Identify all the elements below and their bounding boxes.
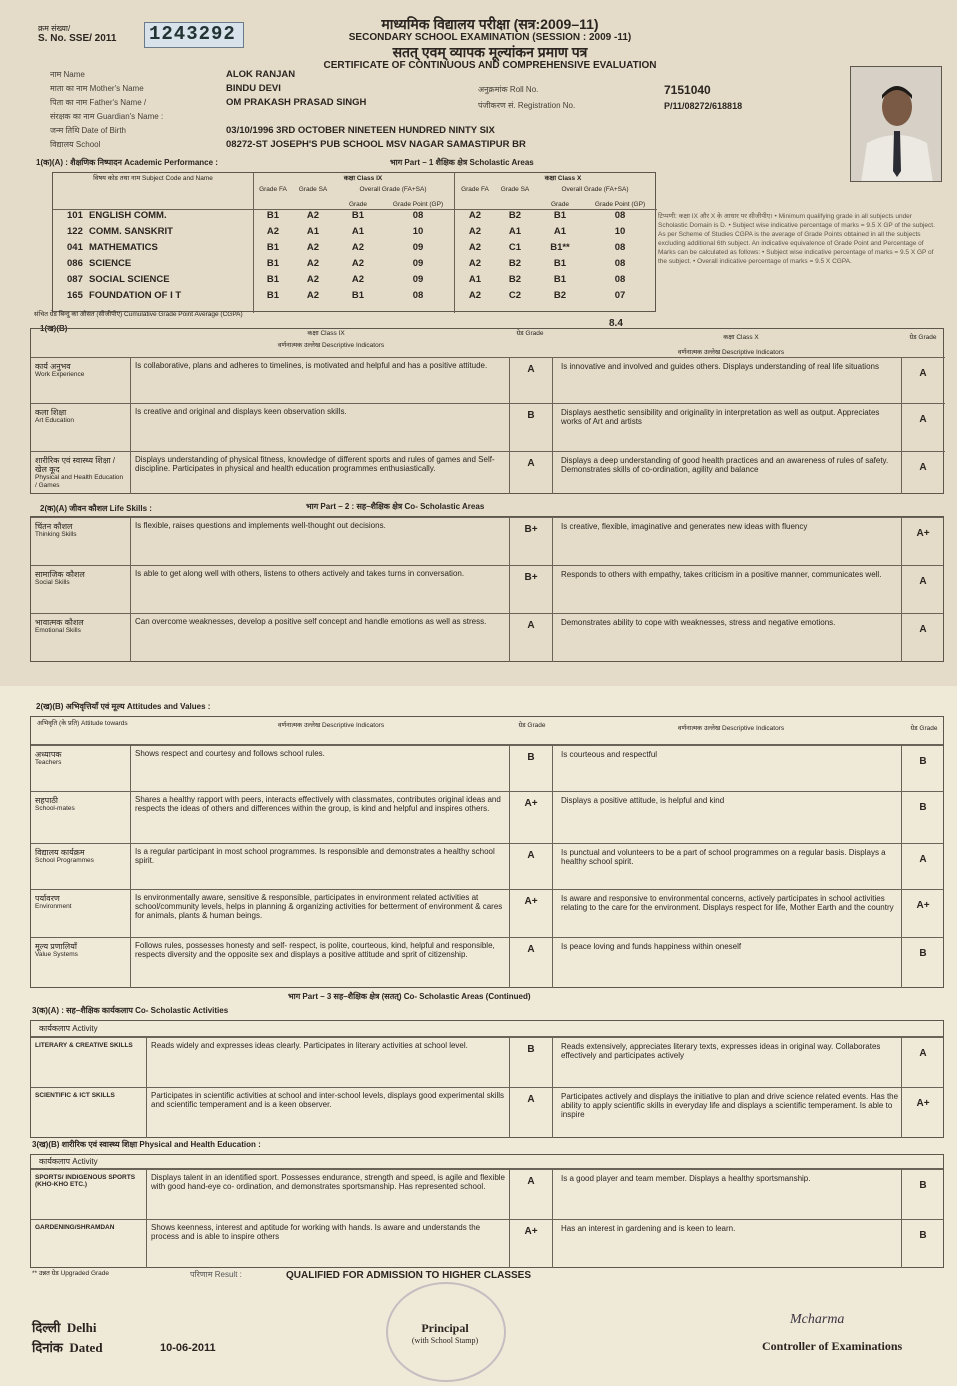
- upgraded-note: ** उन्नत ग्रेड Upgraded Grade: [32, 1270, 110, 1277]
- subject-cell: A1: [508, 226, 522, 237]
- row-label-english: Thinking Skills: [35, 531, 77, 539]
- class10-descriptor: Is creative, flexible, imaginative and generates new ideas with fluency: [561, 522, 808, 531]
- row-label-hindi: पर्यावरण: [35, 894, 60, 903]
- subject-cell: A1: [468, 274, 482, 285]
- class9-descriptor: Can overcome weaknesses, develop a positive self concept and handle emotions as well as stress.: [135, 617, 487, 626]
- class9-descriptor: Shares a healthy rapport with peers, interacts effectively with classmates, contributes original ideas and respects the ideas of others and differences within the group, is kind and helpful and inspires others.: [135, 795, 501, 814]
- attitudes-rows: [31, 745, 943, 987]
- row-label: [31, 1088, 147, 1138]
- desc-row: [31, 937, 943, 987]
- attitudes-table: अभिवृति (के प्रति) Attitude towards वर्णनात्मक उल्लेख Descriptive Indicators ग्रेड Grade वर्णनात्मक उल्लेख Descriptive Indicators ग्रेड Grade अध्यापक Teachers Shows respect and courtesy and follows school rules. B Is courteous and respectful B सहपाठी School-mates Shares a healthy rapport with peers, interacts effectively with classmates, contributes original ideas and respects the ideas of others and differences within the group, is kind and helpful and inspires others. A+ Displays a positive attitude, is helpful and kind B विद्यालय कार्यक्रम School Programmes Is a regular participant in most school programmes. Is responsible and demonstrates a healthy school spirit. A Is punctual and volunteers to be a part of school programmes on a regular basis. Displays a healthy school spirit. A पर्यावरण Environment Is environmentally aware, sensitive & responsible, participates in environment related activities at school/community levels, helps in planning & organizing activities for betterment of environment & cares for animals, plants & human beings. A+ Is aware and responsive to environmental concerns, actively participates in school activities relating to the care for the environment. Displays respect for life, Mother Earth and the country A+ मूल्य प्रणालियाँ Value Systems Follows rules, possesses honesty and self- respect, is polite, courteous, kind, helpful and responsible, respects diversity and the opposite sex and displays a positive attitude and sprit of citizenship. A Is peace loving and funds happiness within oneself B: [30, 716, 944, 988]
- part1-title: भाग Part – 1 शैक्षिक क्षेत्र Scholastic Areas: [390, 158, 534, 167]
- subject-cell: B1: [553, 210, 567, 221]
- class10-descriptor: Is courteous and respectful: [561, 750, 658, 759]
- subject-cell: 10: [614, 226, 626, 237]
- class10-grade: A: [901, 452, 944, 494]
- class9-grade: A+: [509, 1220, 553, 1268]
- class10-descriptor: Demonstrates ability to cope with weaknesses, stress and negative emotions.: [561, 618, 836, 627]
- subject-cell: B2: [508, 258, 522, 269]
- row-label-english: Work Experience: [35, 371, 85, 379]
- row-label: [31, 792, 131, 844]
- class9-grade: A+: [509, 792, 553, 844]
- row-label-text: GARDENING/SHRAMDAN: [35, 1224, 115, 1231]
- subject-cell: 101: [67, 210, 83, 221]
- row-label-english: School-mates: [35, 805, 75, 813]
- row-label-hindi: कार्य अनुभव: [35, 362, 71, 371]
- class9-descriptor: Displays talent in an identified sport. Possesses endurance, strength and speed, is agile and flexible with good hand-eye co- ordination, and demonstrates sportsmanship. Has represented school.: [151, 1173, 505, 1192]
- desc-row: [31, 357, 945, 403]
- subject-row: [53, 275, 657, 291]
- row-label-text: LITERARY & CREATIVE SKILLS: [35, 1042, 133, 1049]
- class10-descriptor: Reads extensively, appreciates literary texts, expresses ideas in original way. Collaborates effectively and participates actively: [561, 1042, 881, 1061]
- subject-cell: B2: [508, 210, 522, 221]
- part1b-rows: [31, 357, 945, 493]
- section-1a: 1(क)(A) : शैक्षणिक निष्पादन Academic Performance :: [36, 158, 218, 167]
- desc-row: [31, 745, 943, 791]
- phe-table: कार्यकलाप Activity SPORTS/ INDIGENOUS SPORTS (KHO-KHO ETC.) Displays talent in an identified sport. Possesses endurance, strength and speed, is agile and flexible with good hand-eye co- ordination, and demonstrates sportsmanship. Has represented school. A Is a good player and team member. Displays a healthy sportsmanship. B GARDENING/SHRAMDAN Shows keenness, interest and aptitude for working with hands. Is aware and understands the process and is able to inspire others A+ Has an interest in gardening and is keen to learn. B: [30, 1154, 944, 1268]
- class10-grade: B: [901, 1170, 944, 1220]
- class10-grade: A: [901, 1038, 944, 1088]
- cgpa-value: 8.4: [609, 318, 623, 329]
- row-label-hindi: भावात्मक कौशल: [35, 618, 84, 627]
- desc-row: [31, 565, 943, 613]
- class9-grade: B+: [509, 566, 553, 614]
- subject-cell: A2: [266, 226, 280, 237]
- subject-cell: B1: [266, 210, 280, 221]
- class9-descriptor: Is able to get along well with others, listens to others actively and takes turns in conversation.: [135, 569, 465, 578]
- subject-cell: A2: [351, 274, 365, 285]
- student-photo: [850, 66, 942, 182]
- subject-cell: 10: [412, 226, 424, 237]
- subject-cell: B2: [553, 290, 567, 301]
- class9-descriptor: Is environmentally aware, sensitive & responsible, participates in environment related activities at school/community levels, helps in planning & organizing activities for betterment of environment & cares for animals, plants & human beings.: [135, 893, 503, 921]
- class9-descriptor: Follows rules, possesses honesty and self- respect, is polite, courteous, kind, helpful and responsible, respects diversity and the opposite sex and displays a positive attitude and sprit of citizenship.: [135, 941, 495, 960]
- class10-descriptor: Is innovative and involved and guides others. Displays understanding of real life situations: [561, 362, 879, 371]
- class10-grade: A+: [901, 518, 944, 566]
- result-value: QUALIFIED FOR ADMISSION TO HIGHER CLASSES: [286, 1270, 532, 1281]
- class10-descriptor: Is a good player and team member. Displays a healthy sportsmanship.: [561, 1174, 811, 1183]
- roll-labels: अनुक्रमांक Roll No. पंजीकरण सं. Registration No.: [478, 85, 576, 110]
- class9-descriptor: Displays understanding of physical fitness, knowledge of different sports and rules of games and Self-discipline. Participates in physical and health education programmes enthusiastically.: [135, 455, 495, 474]
- subject-cell: C2: [508, 290, 522, 301]
- subject-cell: B1: [266, 258, 280, 269]
- subject-row: [53, 211, 657, 227]
- life-skills-table: [30, 516, 944, 662]
- class10-descriptor: Is punctual and volunteers to be a part of school programmes on a regular basis. Displays a healthy school spirit.: [561, 848, 886, 867]
- subject-cell: B1: [266, 274, 280, 285]
- class9-grade: B+: [509, 518, 553, 566]
- subject-cell: 08: [614, 258, 626, 269]
- class9-descriptor: Is collaborative, plans and adheres to timelines, is motivated and helpful and has a positive attitude.: [135, 361, 488, 370]
- scholastic-table: विषय कोड तथा नाम Subject Code and Name कक्षा Class IX कक्षा Class X Grade FA Grade SA Overall Grade (FA+SA) Grade FA Grade SA Overall Grade (FA+SA) Grade Grade Point (GP) Grade Grade Point (GP) 101 ENGLISH COMM. B1 A2 B1 08 A2 B2 B1 08 122 COMM. SANSKRIT A2 A1 A1 10 A2 A1 A1 10 041 MATHEMATICS B1 A2 A2 09 A2 C1 B1** 08 086 SCIENCE B1 A2 A2 09 A2 B2 B1 08 087 SOCIAL SCIENCE B1 A2 A2 09 A1 B2 B1 08 165 FOUNDATION OF I T B1 A2 B1 08 A2 C2 B2 07: [52, 172, 656, 312]
- desc-row: [31, 517, 943, 565]
- class10-grade: A: [901, 404, 944, 452]
- desc-row: [31, 843, 943, 889]
- subject-cell: B1: [351, 290, 365, 301]
- subject-cell: A1: [306, 226, 320, 237]
- student-labels: नाम Name माता का नाम Mother's Name पिता का नाम Father's Name / संरक्षक का नाम Guardian's Name : जन्म तिथि Date of Birth विद्यालय School: [50, 70, 164, 149]
- phe-rows: [31, 1169, 943, 1267]
- subject-row: [53, 227, 657, 243]
- student-photo-image: [851, 67, 942, 182]
- class10-grade: A: [901, 844, 944, 890]
- class10-descriptor: Has an interest in gardening and is keen to learn.: [561, 1224, 736, 1233]
- class10-descriptor: Displays aesthetic sensibility and originality in interpretation as well as output. Appreciates works of Art and artists: [561, 408, 880, 427]
- row-label-hindi: सामाजिक कौशल: [35, 570, 85, 579]
- desc-row: [31, 1087, 943, 1137]
- row-label-english: School Programmes: [35, 857, 94, 865]
- subject-cell: MATHEMATICS: [89, 242, 158, 253]
- subject-cell: A2: [306, 290, 320, 301]
- subject-cell: 08: [614, 274, 626, 285]
- class10-grade: B: [901, 938, 944, 988]
- subject-cell: A2: [351, 258, 365, 269]
- subject-cell: 165: [67, 290, 83, 301]
- serial-label: क्रम संख्या/ S. No. SSE/ 2011: [38, 24, 117, 45]
- subject-cell: COMM. SANSKRIT: [89, 226, 173, 237]
- subject-cell: 087: [67, 274, 83, 285]
- row-label: [31, 890, 131, 938]
- class9-descriptor: Is creative and original and displays keen observation skills.: [135, 407, 347, 416]
- place-date-labels: दिल्ली Delhi दिनांक Dated: [32, 1320, 103, 1355]
- subject-cell: A1: [553, 226, 567, 237]
- class9-grade: A: [509, 452, 553, 494]
- roll-values: 7151040 P/11/08272/618818: [664, 83, 743, 111]
- class9-grade: A: [509, 844, 553, 890]
- serial-number: 1243292: [144, 22, 244, 48]
- subject-cell: B1: [351, 210, 365, 221]
- subject-cell: 122: [67, 226, 83, 237]
- desc-row: [31, 1219, 943, 1267]
- activities-table: कार्यकलाप Activity LITERARY & CREATIVE SKILLS Reads widely and expresses ideas clearly. Participates in literary activities at school level. B Reads extensively, appreciates literary texts, expresses ideas in original way. Collaborates effectively and participates actively A SCIENTIFIC & ICT SKILLS Participates in scientific activities at school and inter-school levels, displays good experimental skills and scientific temperament and is a keen observer. A Participates actively and displays the initiative to plan and drive science related events. Has the ability to apply scientific skills in everyday life and displays a scientific temperament. Is able to inspire A+: [30, 1020, 944, 1138]
- subject-cell: A2: [468, 242, 482, 253]
- subject-cell: A2: [306, 258, 320, 269]
- subject-cell: ENGLISH COMM.: [89, 210, 167, 221]
- subject-cell: A2: [351, 242, 365, 253]
- subject-cell: C1: [508, 242, 522, 253]
- row-label-hindi: शारीरिक एवं स्वास्थ्य शिक्षा / खेल कूद: [35, 456, 115, 475]
- subject-cell: 07: [614, 290, 626, 301]
- class9-grade: A: [509, 938, 553, 988]
- subject-cell: 08: [412, 210, 424, 221]
- subject-cell: A2: [468, 290, 482, 301]
- class9-descriptor: Is a regular participant in most school programmes. Is responsible and demonstrates a healthy school spirit.: [135, 847, 495, 866]
- subject-cell: B1: [266, 242, 280, 253]
- class10-descriptor: Responds to others with empathy, takes criticism in a positive manner, communicates well.: [561, 570, 882, 579]
- row-label: [31, 1170, 147, 1220]
- subject-cell: B1: [553, 274, 567, 285]
- row-label: [31, 746, 131, 792]
- subject-cell: 086: [67, 258, 83, 269]
- class9-descriptor: Shows keenness, interest and aptitude for working with hands. Is aware and understands the process and is able to inspire others: [151, 1223, 481, 1242]
- row-label-english: Physical and Health Education / Games: [35, 474, 124, 489]
- row-label: [31, 1220, 147, 1268]
- row-label-hindi: कला शिक्षा: [35, 408, 67, 417]
- subject-cell: A2: [468, 210, 482, 221]
- desc-row: [31, 451, 945, 493]
- row-label-english: Art Education: [35, 417, 75, 425]
- subject-cell: SOCIAL SCIENCE: [89, 274, 170, 285]
- row-label: [31, 844, 131, 890]
- desc-row: [31, 1169, 943, 1219]
- subject-cell: A1: [351, 226, 365, 237]
- row-label-hindi: विद्यालय कार्यक्रम: [35, 848, 85, 857]
- class9-descriptor: Reads widely and expresses ideas clearly. Participates in literary activities at school level.: [151, 1041, 468, 1050]
- class10-grade: A: [901, 566, 944, 614]
- class10-grade: A+: [901, 1088, 944, 1138]
- student-values: ALOK RANJAN BINDU DEVI OM PRAKASH PRASAD SINGH 03/10/1996 3RD OCTOBER NINETEEN HUNDRED NINTY SIX 08272-ST JOSEPH'S PUB SCHOOL MSV NAGAR SAMASTIPUR BR: [226, 69, 526, 150]
- class10-grade: A: [901, 614, 944, 662]
- subject-cell: 09: [412, 258, 424, 269]
- row-label-english: Value Systems: [35, 951, 78, 959]
- part1b-table: कक्षा Class IX वर्णनात्मक उल्लेख Descriptive Indicators ग्रेड Grade कक्षा Class X वर्णनात्मक उल्लेख Descriptive Indicators ग्रेड Grade कार्य अनुभव Work Experience Is collaborative, plans and adheres to timelines, is motivated and helpful and has a positive attitude. A Is innovative and involved and guides others. Displays understanding of real life situations A कला शिक्षा Art Education Is creative and original and displays keen observation skills. B Displays aesthetic sensibility and originality in interpretation as well as output. Appreciates works of Art and artists A शारीरिक एवं स्वास्थ्य शिक्षा / खेल कूद Physical and Health Education / Games Displays understanding of physical fitness, knowledge of different sports and rules of games and Self-discipline. Participates in physical and health education programmes enthusiastically. A Displays a deep understanding of good health practices and an awareness of rules of safety. Demonstrates skills of co-ordination, agility and balance A: [30, 328, 944, 494]
- class9-descriptor: Participates in scientific activities at school and inter-school levels, displays good experimental skills and scientific temperament and is a keen observer.: [151, 1091, 505, 1110]
- class10-grade: A: [901, 358, 944, 404]
- row-label: [31, 404, 131, 452]
- principal-block: Principal (with School Stamp): [411, 1321, 479, 1345]
- certificate-title: माध्यमिक विद्यालय परीक्षा (सत्र:2009–11) SECONDARY SCHOOL EXAMINATION (SESSION : 2009 -11) सतत् एवम् व्यापक मूल्यांकन प्रमाण पत्र CERTIFICATE OF CONTINUOUS AND COMPREHENSIVE EVALUATION: [323, 16, 657, 71]
- subject-row: [53, 259, 657, 275]
- desc-row: [31, 1037, 943, 1087]
- subject-cell: B1: [266, 290, 280, 301]
- cgpa-label: संचित ग्रेड बिन्दु का औसत (सीजीपीए) Cumulative Grade Point Average (CGPA): [34, 311, 243, 318]
- subject-cell: B2: [508, 274, 522, 285]
- class9-grade: B: [509, 746, 553, 792]
- subject-cell: FOUNDATION OF I T: [89, 290, 182, 301]
- subject-head: विषय कोड तथा नाम Subject Code and Name: [93, 175, 213, 182]
- class10-grade: A+: [901, 890, 944, 938]
- row-label-english: Environment: [35, 903, 72, 911]
- row-label-hindi: अध्यापक: [35, 750, 62, 759]
- row-label-hindi: मूल्य प्रणालियाँ: [35, 942, 77, 951]
- row-label: [31, 452, 131, 494]
- desc-row: [31, 403, 945, 451]
- subject-cell: 09: [412, 274, 424, 285]
- class9-grade: B: [509, 1038, 553, 1088]
- class10-grade: B: [901, 792, 944, 844]
- class9-grade: B: [509, 404, 553, 452]
- desc-row: [31, 613, 943, 661]
- row-label-text: SPORTS/ INDIGENOUS SPORTS (KHO-KHO ETC.): [35, 1174, 136, 1189]
- subject-cell: 041: [67, 242, 83, 253]
- class10-descriptor: Participates actively and displays the initiative to plan and drive science related events. Has the ability to apply scientific skills in everyday life and displays a scientific temperament. Is able to inspire: [561, 1092, 899, 1120]
- class9-descriptor: Shows respect and courtesy and follows school rules.: [135, 749, 325, 758]
- row-label: [31, 938, 131, 988]
- desc-row: [31, 889, 943, 937]
- subject-cell: 09: [412, 242, 424, 253]
- row-label-english: Social Skills: [35, 579, 70, 587]
- row-label: [31, 1038, 147, 1088]
- activities-rows: [31, 1037, 943, 1137]
- class9-grade: A: [509, 358, 553, 404]
- row-label: [31, 614, 131, 662]
- controller-label: Controller of Examinations: [762, 1339, 903, 1353]
- class9-grade: A: [509, 1088, 553, 1138]
- subject-rows: [53, 211, 657, 307]
- controller-signature: Mcharma: [790, 1312, 845, 1327]
- subject-cell: B1: [553, 258, 567, 269]
- row-label: [31, 358, 131, 404]
- class10-descriptor: Displays a deep understanding of good health practices and an awareness of rules of safety. Demonstrates skills of co-ordination, agility and balance: [561, 456, 889, 475]
- subject-cell: B1**: [550, 242, 570, 253]
- row-label-english: Teachers: [35, 759, 62, 767]
- subject-cell: A2: [468, 226, 482, 237]
- subject-cell: A2: [306, 274, 320, 285]
- subject-cell: A2: [306, 210, 320, 221]
- issue-date: 10-06-2011: [160, 1342, 216, 1354]
- class10-descriptor: Is aware and responsive to environmental concerns, actively participates in school activities relating to the care for the environment. Displays respect for life, Mother Earth and the country: [561, 894, 894, 913]
- subject-cell: SCIENCE: [89, 258, 132, 269]
- class9-grade: A: [509, 1170, 553, 1220]
- subject-row: [53, 243, 657, 259]
- class9-descriptor: Is flexible, raises questions and implements well-thought out decisions.: [135, 521, 386, 530]
- subject-cell: 08: [412, 290, 424, 301]
- row-label-text: SCIENTIFIC & ICT SKILLS: [35, 1092, 115, 1099]
- grading-notes: टिप्पणी: कक्षा IX और X के आधार पर सीजीपीए। • Minimum qualifying grade in all subjects under Scholastic Domain is D. • Subject wise indicative percentage of marks = 9.5 X GP of the subject. As per Scheme of Studies CGPA is the average of Grade Points obtained in all the subjects excluding additional 6th subject. An indicative equivalence of Grade Point and Percentage of Marks can be calculated as follows: • Subject wise indicative percentage of marks = 9.5 X GP of the subject. • Overall indicative percentage of marks = 9.5 X CGPA.: [658, 213, 935, 265]
- row-label-english: Emotional Skills: [35, 627, 81, 635]
- row-label: [31, 566, 131, 614]
- row-label-hindi: सहपाठी: [35, 796, 58, 805]
- row-label: [31, 518, 131, 566]
- subject-cell: 08: [614, 242, 626, 253]
- class10-grade: B: [901, 746, 944, 792]
- row-label-hindi: चिंतन कौशल: [35, 522, 73, 531]
- class10-descriptor: Displays a positive attitude, is helpful and kind: [561, 796, 725, 805]
- class9-grade: A: [509, 614, 553, 662]
- subject-row: [53, 291, 657, 307]
- class9-grade: A+: [509, 890, 553, 938]
- subject-cell: 08: [614, 210, 626, 221]
- subject-cell: A2: [468, 258, 482, 269]
- class10-grade: B: [901, 1220, 944, 1268]
- class10-descriptor: Is peace loving and funds happiness within oneself: [561, 942, 742, 951]
- desc-row: [31, 791, 943, 843]
- subject-cell: A2: [306, 242, 320, 253]
